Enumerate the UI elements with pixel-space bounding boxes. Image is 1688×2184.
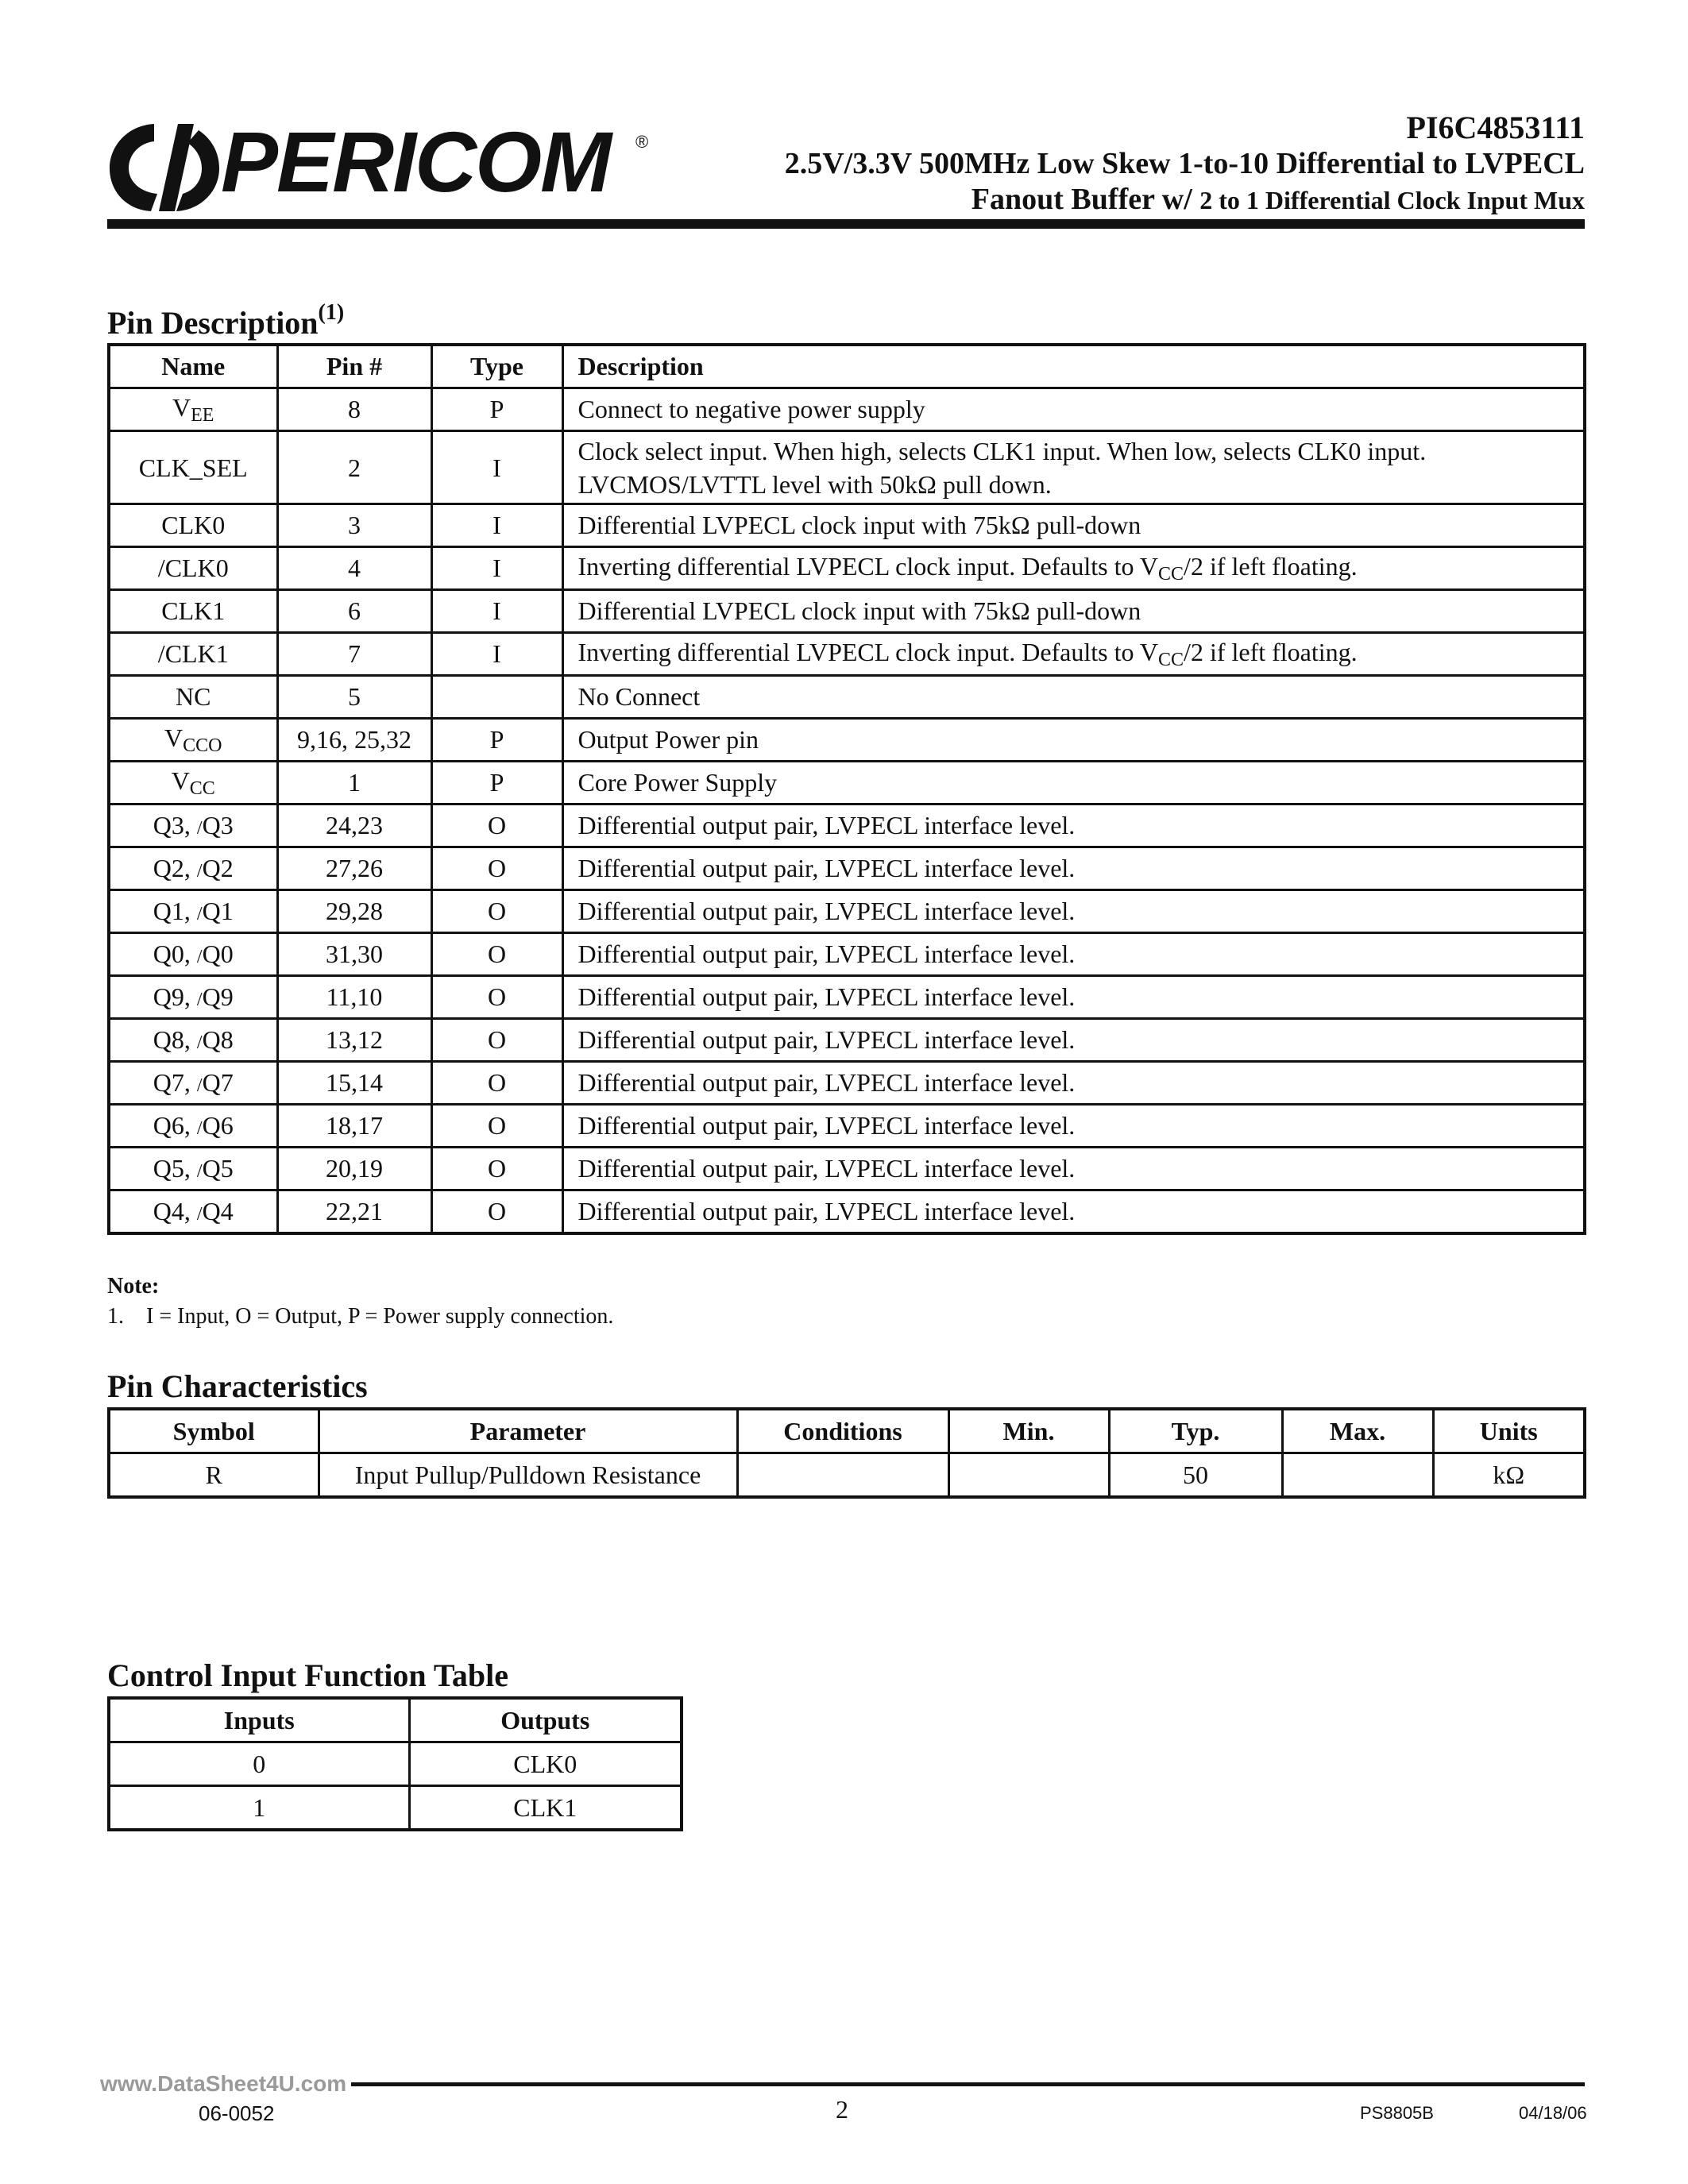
table-row — [109, 676, 1585, 719]
document-title-line1: 2.5V/3.3V 500MHz Low Skew 1-to-10 Differential to LVPECL — [784, 147, 1585, 180]
pin-number-cell: 1 — [277, 762, 431, 805]
pin-name-slash: / — [196, 1075, 203, 1096]
pin-description-cell — [562, 719, 1585, 762]
pin-description: Clock select input. When high, selects CLK1 input. When low, selects CLK0 input. — [577, 436, 1427, 465]
control-function-body — [109, 1742, 682, 1831]
pin-name: NC — [176, 682, 211, 711]
pin-name-subscript: EE — [191, 404, 214, 426]
pin-description: Differential output pair, LVPECL interface level. — [577, 982, 1076, 1011]
title-line2-main: Fanout Buffer w/ — [971, 183, 1192, 216]
pin-name: Q7, — [153, 1068, 197, 1097]
company-logo-text: PERICOM — [221, 114, 611, 210]
pin-number-cell: 31,30 — [277, 933, 431, 976]
pin-type-cell: I — [431, 633, 562, 676]
pin-name: V — [171, 766, 190, 795]
pin-number-cell: 9,16, 25,32 — [277, 719, 431, 762]
table-row — [109, 1786, 682, 1831]
pin-description-cell — [562, 676, 1585, 719]
pin-name-tail: Q4 — [202, 1197, 234, 1225]
pin-description: Differential output pair, LVPECL interface level. — [577, 854, 1076, 882]
pin-name-cell — [109, 847, 277, 890]
pericom-logo-mark — [105, 118, 224, 218]
table-cell: Input Pullup/Pulldown Resistance — [319, 1453, 737, 1498]
footnote-ref: (1) — [318, 300, 345, 325]
pin-description-title — [107, 302, 344, 339]
pin-name-tail: Q1 — [202, 897, 234, 925]
pin-type-cell: I — [431, 431, 562, 504]
pin-name-cell — [109, 388, 277, 431]
pin-description: Differential output pair, LVPECL interface level. — [577, 940, 1076, 968]
col-header: Outputs — [409, 1698, 682, 1742]
table-cell — [1282, 1453, 1433, 1498]
pin-type-cell: P — [431, 719, 562, 762]
table-cell: CLK0 — [409, 1742, 682, 1786]
pin-name: V — [172, 392, 191, 422]
pin-description-cell — [562, 1062, 1585, 1105]
table-cell: 50 — [1109, 1453, 1282, 1498]
pin-description: Differential output pair, LVPECL interface level. — [577, 1197, 1076, 1225]
pin-characteristics-title: Pin Characteristics — [107, 1368, 368, 1404]
pin-name-tail: Q8 — [202, 1025, 234, 1054]
pin-name: /CLK1 — [157, 639, 229, 668]
description-subscript: CC — [1158, 649, 1184, 670]
table-header-row — [109, 1698, 682, 1742]
pin-name-cell — [109, 890, 277, 933]
pin-name-cell — [109, 590, 277, 633]
pin-name: CLK1 — [161, 596, 226, 625]
pin-name-cell — [109, 504, 277, 547]
registered-mark: ® — [635, 132, 649, 152]
pin-description: Inverting differential LVPECL clock input. Defaults to V — [577, 637, 1159, 666]
pin-name-cell — [109, 1190, 277, 1234]
col-header: Conditions — [737, 1409, 948, 1453]
pin-description-cell — [562, 633, 1585, 676]
pin-characteristics-body — [109, 1453, 1585, 1498]
table-header-row — [109, 345, 1585, 388]
pin-type-cell: O — [431, 976, 562, 1019]
table-row — [109, 1742, 682, 1786]
pin-name-slash: / — [196, 947, 203, 967]
document-date: 04/18/06 — [1519, 2103, 1587, 2123]
footer-code: 06-0052 — [199, 2101, 275, 2125]
pin-name-tail: Q5 — [202, 1154, 234, 1183]
pin-characteristics-table — [107, 1407, 1586, 1499]
pin-name-cell — [109, 431, 277, 504]
pin-description-cell — [562, 890, 1585, 933]
table-row — [109, 890, 1585, 933]
pin-type-cell: O — [431, 933, 562, 976]
pin-number-cell: 2 — [277, 431, 431, 504]
col-header-type: Type — [431, 345, 562, 388]
pin-name: Q6, — [153, 1111, 197, 1140]
pin-name-slash: / — [196, 1204, 203, 1225]
table-row — [109, 633, 1585, 676]
pin-name: /CLK0 — [157, 554, 229, 582]
pin-number-cell: 27,26 — [277, 847, 431, 890]
table-row — [109, 1019, 1585, 1062]
pin-description-cell — [562, 976, 1585, 1019]
pin-description: Differential LVPECL clock input with 75kΩ pull-down — [577, 511, 1141, 539]
pin-description-cell — [562, 1019, 1585, 1062]
pin-number-cell: 24,23 — [277, 805, 431, 847]
pin-number-cell: 29,28 — [277, 890, 431, 933]
pin-number-cell: 20,19 — [277, 1148, 431, 1190]
pin-description-cell — [562, 805, 1585, 847]
table-cell — [948, 1453, 1109, 1498]
pin-description-cell — [562, 388, 1585, 431]
table-header-row — [109, 1409, 1585, 1453]
pin-type-cell: O — [431, 890, 562, 933]
pin-number-cell: 7 — [277, 633, 431, 676]
pin-description-cell — [562, 547, 1585, 590]
pin-name: CLK0 — [161, 511, 226, 539]
pin-name-slash: / — [196, 990, 203, 1010]
col-header: Symbol — [109, 1409, 319, 1453]
col-header: Units — [1433, 1409, 1585, 1453]
pin-name: Q2, — [153, 854, 197, 882]
pin-name: Q8, — [153, 1025, 197, 1054]
pin-name-slash: / — [196, 904, 203, 924]
pin-type-cell: O — [431, 1062, 562, 1105]
table-cell: 1 — [109, 1786, 409, 1831]
pin-name-cell — [109, 933, 277, 976]
table-row — [109, 1453, 1585, 1498]
col-header: Inputs — [109, 1698, 409, 1742]
table-row — [109, 388, 1585, 431]
pin-name: Q5, — [153, 1154, 197, 1183]
pin-number-cell: 6 — [277, 590, 431, 633]
pin-number-cell: 5 — [277, 676, 431, 719]
pin-name: Q9, — [153, 982, 197, 1011]
pin-number-cell: 8 — [277, 388, 431, 431]
pin-description: Differential output pair, LVPECL interface level. — [577, 1025, 1076, 1054]
control-function-title: Control Input Function Table — [107, 1657, 508, 1693]
pin-name-subscript: CC — [189, 778, 215, 799]
table-row — [109, 1148, 1585, 1190]
pin-type-cell: O — [431, 1190, 562, 1234]
table-row — [109, 805, 1585, 847]
table-cell: R — [109, 1453, 319, 1498]
pin-type-cell: P — [431, 762, 562, 805]
pin-type-cell: O — [431, 847, 562, 890]
document-header — [785, 110, 1585, 218]
pin-name-tail: Q3 — [202, 811, 234, 839]
description-tail: /2 if left floating. — [1184, 637, 1358, 666]
pin-name-tail: Q9 — [202, 982, 234, 1011]
document-number: PS8805B — [1360, 2103, 1434, 2123]
pin-description: Core Power Supply — [577, 768, 778, 797]
col-header-name: Name — [109, 345, 277, 388]
pin-name-cell — [109, 1105, 277, 1148]
table-row — [109, 719, 1585, 762]
pin-description: No Connect — [577, 682, 701, 711]
pin-name-cell — [109, 676, 277, 719]
pin-name-cell — [109, 805, 277, 847]
table-cell: kΩ — [1433, 1453, 1585, 1498]
pin-description: Differential output pair, LVPECL interface level. — [577, 897, 1076, 925]
pin-number-cell: 15,14 — [277, 1062, 431, 1105]
table-row — [109, 847, 1585, 890]
pin-description: Differential LVPECL clock input with 75kΩ pull-down — [577, 596, 1141, 625]
pin-name-tail: Q7 — [202, 1068, 234, 1097]
title-line2-small: 2 to 1 Differential Clock Input Mux — [1199, 186, 1585, 214]
pin-number-cell: 11,10 — [277, 976, 431, 1019]
pin-description-cell — [562, 847, 1585, 890]
pin-description-cell — [562, 762, 1585, 805]
col-header: Typ. — [1109, 1409, 1282, 1453]
pin-name-slash: / — [196, 1032, 203, 1053]
note-title: Note: — [107, 1274, 160, 1298]
pin-description-line2: LVCMOS/LVTTL level with 50kΩ pull down. — [577, 469, 1052, 499]
pin-name-cell — [109, 1148, 277, 1190]
pin-description-cell — [562, 1105, 1585, 1148]
pin-type-cell — [431, 676, 562, 719]
pin-name-cell — [109, 1019, 277, 1062]
pin-name-cell — [109, 719, 277, 762]
page-number: 2 — [836, 2095, 848, 2124]
pin-description-cell — [562, 933, 1585, 976]
table-row — [109, 762, 1585, 805]
pin-type-cell: I — [431, 547, 562, 590]
pin-description-cell — [562, 590, 1585, 633]
pin-name-slash: / — [196, 1161, 203, 1182]
pin-description: Differential output pair, LVPECL interface level. — [577, 1068, 1076, 1097]
table-row — [109, 1105, 1585, 1148]
table-row — [109, 590, 1585, 633]
document-title-line2 — [785, 182, 1585, 218]
pin-description: Output Power pin — [577, 725, 759, 754]
pin-number-cell: 4 — [277, 547, 431, 590]
pin-description-body — [109, 388, 1585, 1234]
pin-type-cell: O — [431, 1105, 562, 1148]
table-cell: 0 — [109, 1742, 409, 1786]
pin-type-cell: I — [431, 590, 562, 633]
table-cell: CLK1 — [409, 1786, 682, 1831]
table-row — [109, 1062, 1585, 1105]
pin-description-table — [107, 343, 1586, 1235]
pin-type-cell: I — [431, 504, 562, 547]
col-header-pin: Pin # — [277, 345, 431, 388]
pin-description: Differential output pair, LVPECL interface level. — [577, 1154, 1076, 1183]
pin-description-cell — [562, 1190, 1585, 1234]
pin-description: Inverting differential LVPECL clock input. Defaults to V — [577, 551, 1159, 581]
pin-description: Connect to negative power supply — [577, 395, 925, 423]
pin-description-cell — [562, 431, 1585, 504]
pin-description-cell — [562, 1148, 1585, 1190]
pin-name-cell — [109, 762, 277, 805]
pin-description-title-text: Pin Description — [107, 305, 319, 341]
pin-name: Q0, — [153, 940, 197, 968]
pin-description-cell — [562, 504, 1585, 547]
pin-name: Q1, — [153, 897, 197, 925]
note-text: I = Input, O = Output, P = Power supply connection. — [146, 1304, 614, 1329]
pin-type-cell: O — [431, 1019, 562, 1062]
table-row — [109, 976, 1585, 1019]
pin-name-cell — [109, 976, 277, 1019]
col-header: Max. — [1282, 1409, 1433, 1453]
note-number: 1. — [107, 1304, 124, 1329]
pin-type-cell: O — [431, 1148, 562, 1190]
table-cell — [737, 1453, 948, 1498]
pin-type-cell: O — [431, 805, 562, 847]
pin-name: Q3, — [153, 811, 197, 839]
pin-number-cell: 18,17 — [277, 1105, 431, 1148]
description-subscript: CC — [1158, 563, 1184, 585]
pin-name-slash: / — [196, 818, 203, 839]
col-header-description: Description — [562, 345, 1585, 388]
pin-number-cell: 3 — [277, 504, 431, 547]
col-header: Parameter — [319, 1409, 737, 1453]
table-row — [109, 547, 1585, 590]
pin-name-subscript: CCO — [183, 735, 222, 756]
col-header: Min. — [948, 1409, 1109, 1453]
table-row — [109, 1190, 1585, 1234]
pin-name-cell — [109, 633, 277, 676]
note-item — [107, 1304, 613, 1329]
pin-number-cell: 22,21 — [277, 1190, 431, 1234]
pin-name-slash: / — [196, 861, 203, 882]
pin-description: Differential output pair, LVPECL interface level. — [577, 811, 1076, 839]
table-row — [109, 504, 1585, 547]
table-row — [109, 933, 1585, 976]
control-function-table — [107, 1696, 683, 1831]
pin-type-cell: P — [431, 388, 562, 431]
description-tail: /2 if left floating. — [1184, 551, 1358, 581]
pin-name-tail: Q0 — [202, 940, 234, 968]
pin-name: V — [164, 723, 183, 752]
pin-name: Q4, — [153, 1197, 197, 1225]
pin-number-cell: 13,12 — [277, 1019, 431, 1062]
watermark: www.DataSheet4U.com — [95, 2071, 351, 2097]
pin-name-cell — [109, 1062, 277, 1105]
pin-name-cell — [109, 547, 277, 590]
pin-description: Differential output pair, LVPECL interface level. — [577, 1111, 1076, 1140]
pin-name: CLK_SEL — [138, 453, 248, 482]
table-row — [109, 431, 1585, 504]
part-number: PI6C4853111 — [1406, 110, 1585, 145]
pin-name-slash: / — [196, 1118, 203, 1139]
header-rule — [107, 219, 1585, 229]
pin-name-tail: Q2 — [202, 854, 234, 882]
pin-name-tail: Q6 — [202, 1111, 234, 1140]
